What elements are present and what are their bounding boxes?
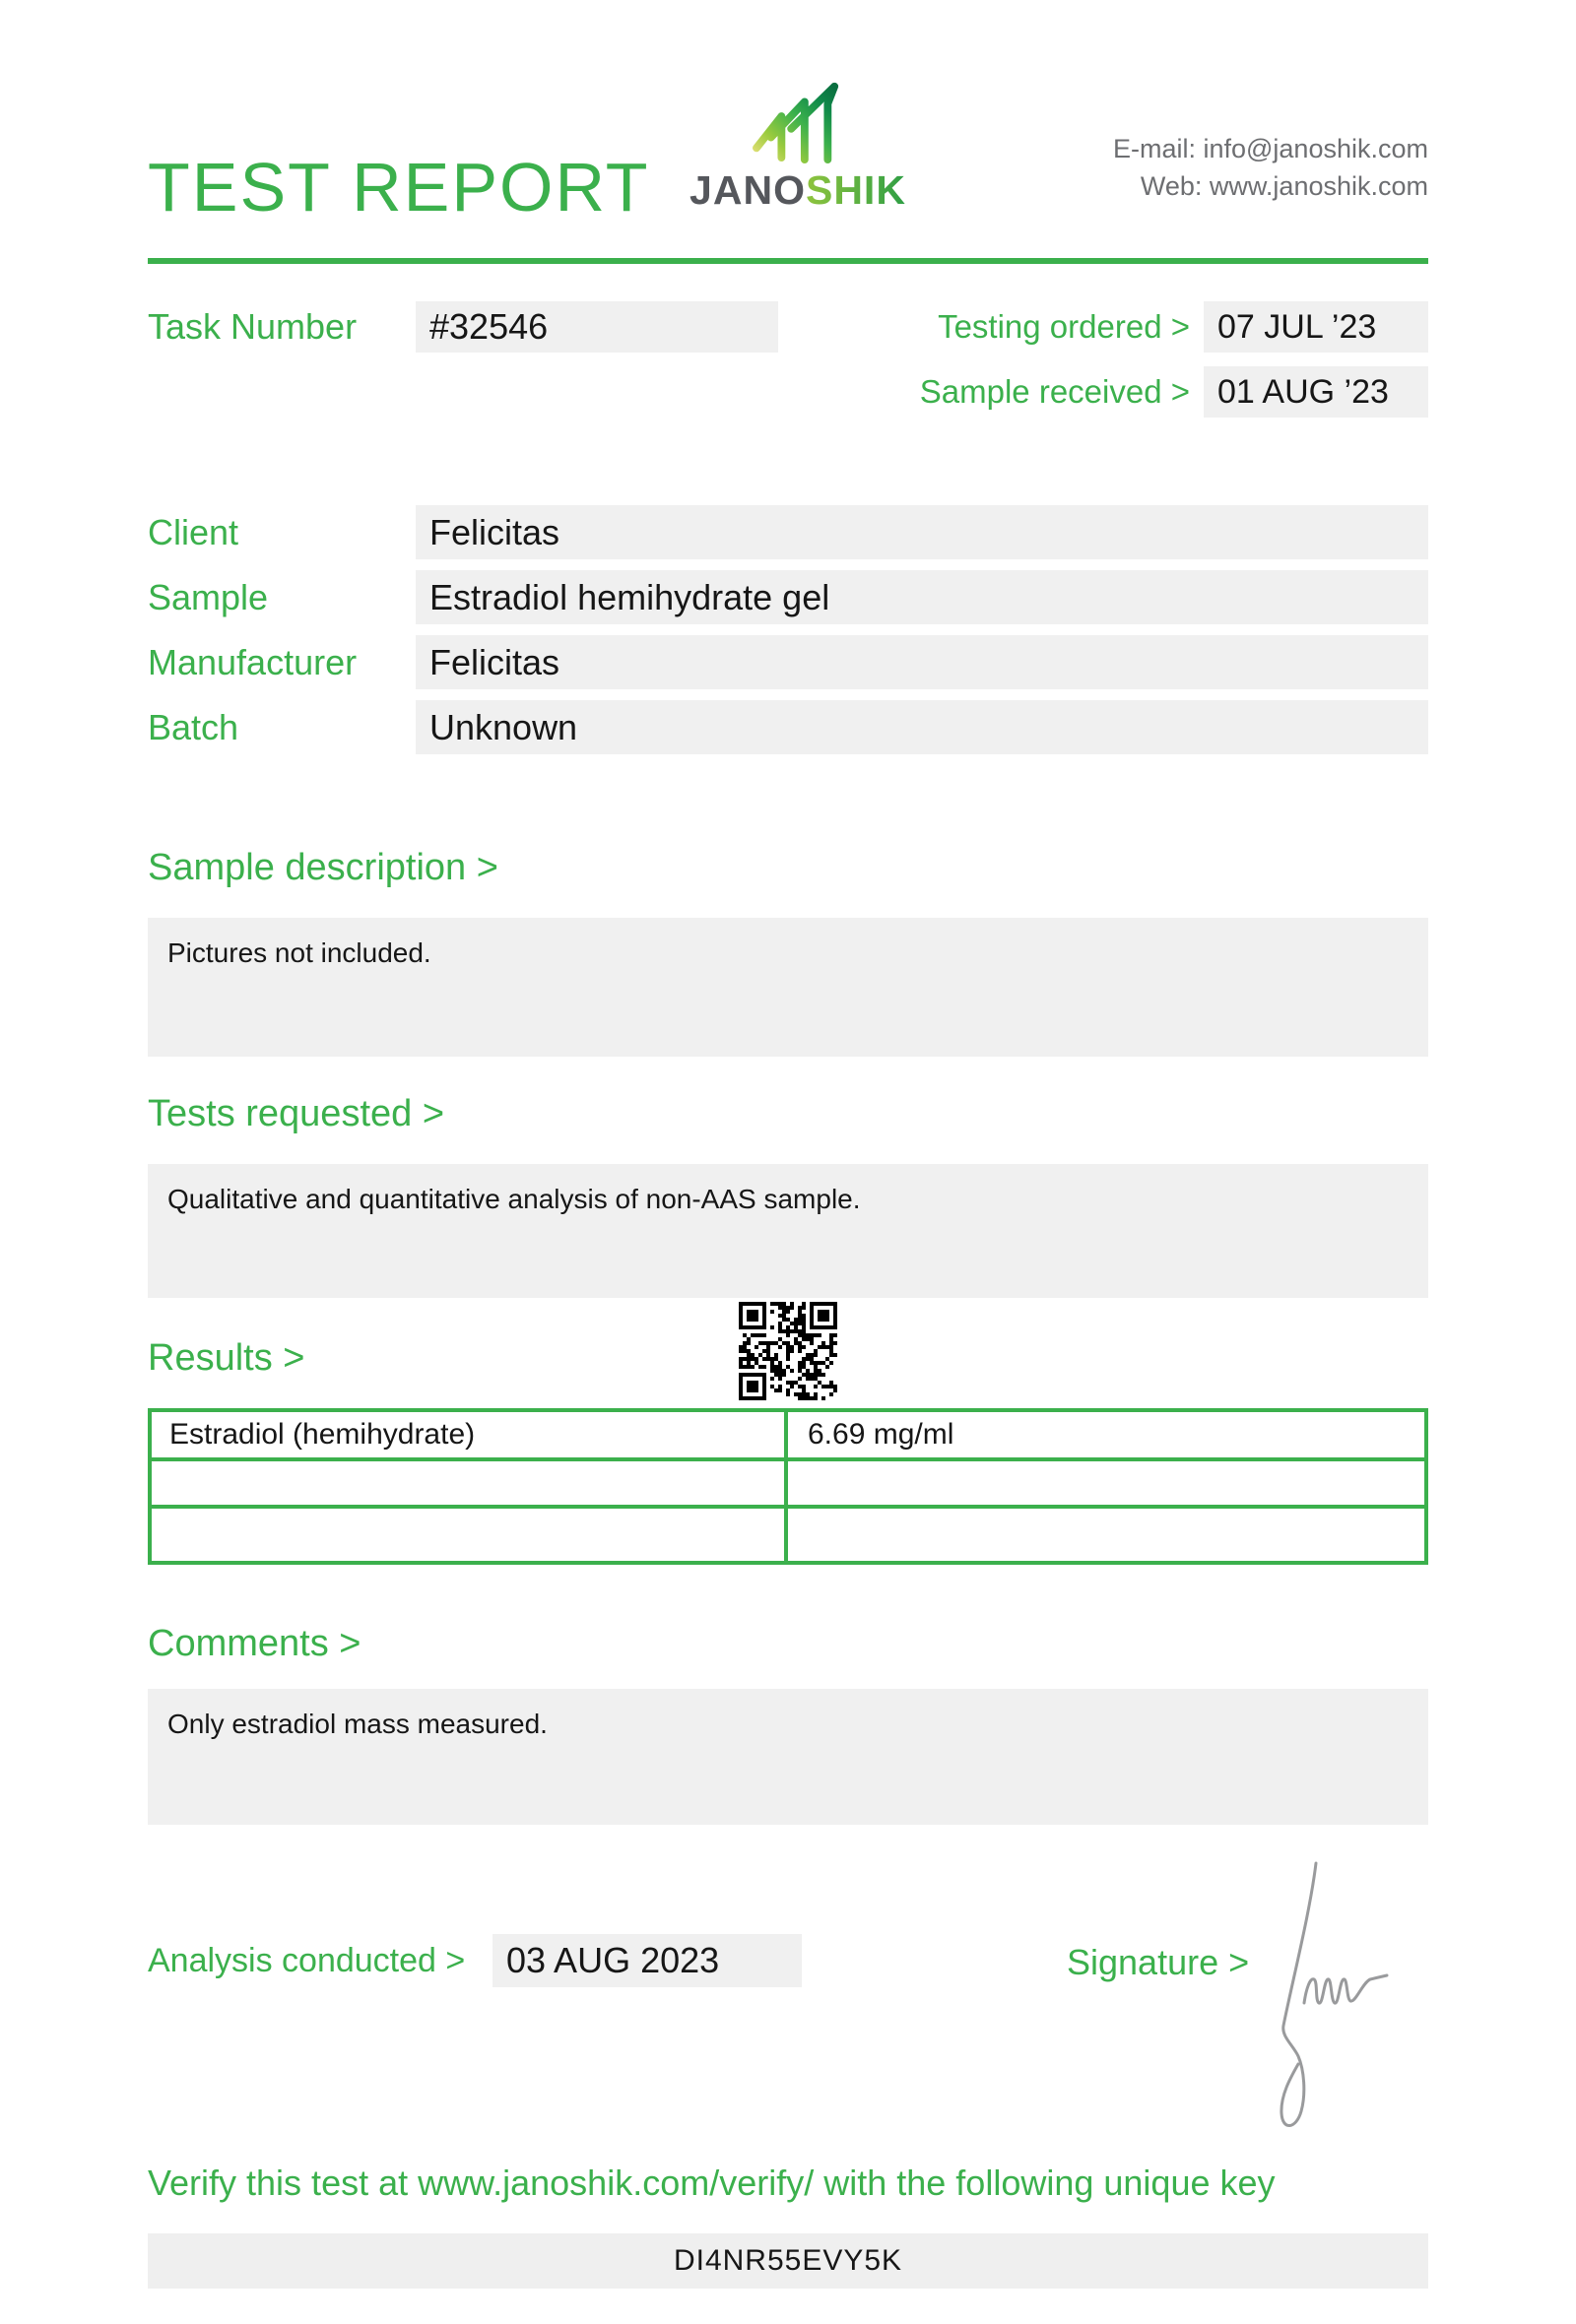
- results-heading: Results >: [148, 1337, 305, 1379]
- result-value: 6.69 mg/ml: [808, 1418, 954, 1451]
- comments-heading: Comments >: [148, 1623, 361, 1664]
- unique-key-value: DI4NR55EVY5K: [673, 2244, 903, 2277]
- sample-received-date: 01 AUG ’23: [1217, 372, 1389, 411]
- table-row: [152, 1461, 1424, 1509]
- result-analyte: [152, 1461, 788, 1505]
- contact-web: Web: www.janoshik.com: [1140, 171, 1428, 201]
- client-label: Client: [148, 511, 239, 552]
- tests-requested-text: Qualitative and quantitative analysis of non-AAS sample.: [167, 1184, 861, 1214]
- contact-email: E-mail: info@janoshik.com: [1112, 134, 1428, 163]
- brand-name-right: SHIK: [805, 167, 906, 213]
- comments-text: Only estradiol mass measured.: [167, 1709, 548, 1739]
- page-title: TEST REPORT: [148, 149, 650, 226]
- testing-ordered-label: Testing ordered >: [938, 308, 1190, 345]
- signature-scribble-icon: [1269, 1853, 1397, 2139]
- sample-received-label: Sample received >: [919, 373, 1190, 410]
- table-row: [152, 1412, 1424, 1461]
- signature-label: Signature >: [1067, 1942, 1250, 1982]
- sample-description-text: Pictures not included.: [167, 937, 431, 968]
- brand-logo: [680, 75, 916, 214]
- result-value: [788, 1509, 1424, 1561]
- analysis-conducted-label: Analysis conducted >: [148, 1941, 466, 1979]
- verify-instruction: Verify this test at www.janoshik.com/verify/ with the following unique key: [148, 2163, 1276, 2203]
- sample-received-box: [1204, 366, 1428, 418]
- table-row: [152, 1509, 1424, 1561]
- analysis-date-box: [492, 1934, 802, 1987]
- testing-ordered-date: 07 JUL ’23: [1217, 307, 1377, 346]
- task-number-value: #32546: [429, 306, 549, 347]
- brand-name-left: JANO: [690, 167, 806, 213]
- result-value: [788, 1461, 1424, 1505]
- trend-chart-icon: [743, 75, 853, 163]
- brand-name: [680, 167, 916, 214]
- client-box: [416, 505, 1428, 559]
- batch-label: Batch: [148, 706, 239, 747]
- manufacturer-box: [416, 635, 1428, 689]
- result-analyte: Estradiol (hemihydrate): [152, 1412, 788, 1457]
- batch-value: Unknown: [429, 706, 578, 747]
- task-number-label: Task Number: [148, 306, 358, 347]
- sample-label: Sample: [148, 576, 269, 617]
- task-number-box: [416, 301, 778, 353]
- sample-box: [416, 570, 1428, 624]
- testing-ordered-box: [1204, 301, 1428, 353]
- tests-requested-heading: Tests requested >: [148, 1093, 445, 1134]
- tests-requested-box: [148, 1164, 1428, 1298]
- contact-block: [975, 130, 1428, 205]
- client-value: Felicitas: [429, 511, 560, 552]
- batch-box: [416, 700, 1428, 754]
- header-divider: [148, 258, 1428, 264]
- result-analyte: [152, 1509, 788, 1561]
- manufacturer-label: Manufacturer: [148, 641, 358, 682]
- qr-code-icon: [739, 1302, 837, 1400]
- manufacturer-value: Felicitas: [429, 641, 560, 682]
- results-table: [148, 1408, 1428, 1565]
- comments-box: [148, 1689, 1428, 1825]
- sample-value: Estradiol hemihydrate gel: [429, 576, 830, 617]
- analysis-date: 03 AUG 2023: [506, 1940, 720, 1980]
- unique-key-box: [148, 2233, 1428, 2289]
- sample-description-box: [148, 918, 1428, 1057]
- sample-description-heading: Sample description >: [148, 847, 498, 888]
